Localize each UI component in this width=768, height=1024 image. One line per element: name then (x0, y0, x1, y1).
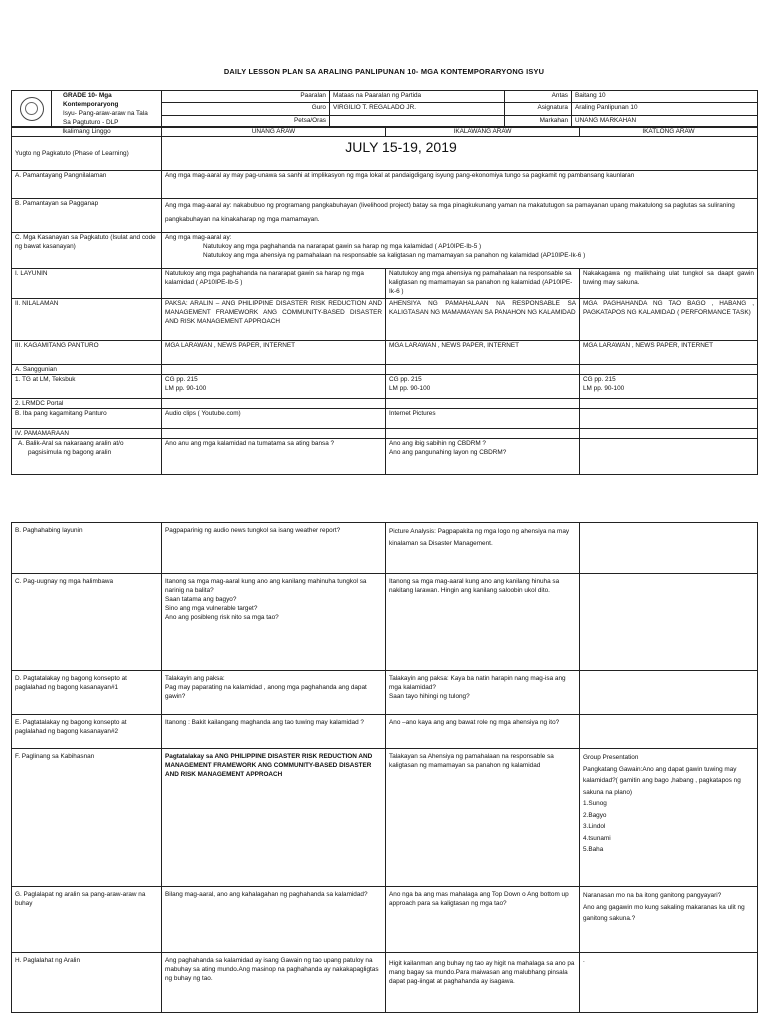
lesson-table-2 (11, 522, 758, 1013)
header-table (11, 90, 758, 128)
grade-info (52, 91, 162, 128)
lrmdc-label: 2. LRMDC Portal (12, 399, 162, 409)
day2-header: IKALAWANG ARAW (386, 127, 580, 137)
iba-day3 (580, 409, 758, 429)
pagtatalakay-1-day1 (162, 671, 386, 715)
pag-uugnay-day3 (580, 574, 758, 671)
paglinang-day3-item: 5.Baha (583, 846, 604, 853)
tg-day3-cg: CG pp. 215 (583, 376, 616, 383)
sanggunian-day2 (386, 365, 580, 375)
balik-aral-day1: Ano anu ang mga kalamidad na tumatama sa ating bansa ? (162, 439, 386, 475)
kagamitan-day2: MGA LARAWAN , NEWS PAPER, INTERNET (386, 341, 580, 365)
deped-seal-icon (20, 97, 44, 121)
paaralan-label: Paaralan (162, 91, 330, 103)
pagtatalakay-1-label: D. Pagtatalakay ng bagong konsepto at paglalahad ng bagong kasanayan#1 (12, 671, 162, 715)
pamamaraan-day2 (386, 429, 580, 439)
lesson-date: JULY 15-19, 2019 (162, 137, 758, 171)
paglalapat-label: G. Paglalapat ng aralin sa pang-araw-araw na buhay (12, 887, 162, 953)
paghahabi-label: B. Paghahabing layunin (12, 523, 162, 574)
layunin-day3: Nakakagawa ng malikhaing ulat tungkol sa daapt gawin tuwing may sakuna. (580, 269, 758, 299)
day3-header: IKATLONG ARAW (580, 127, 758, 137)
pag-uugnay-day1-line3: Sino ang mga vulnerable target? (165, 605, 258, 612)
pagtatalakay-2-day1: Itanong : Bakit kailangang maghanda ang tao tuwing may kalamidad ? (162, 715, 386, 749)
paglinang-day3-item: 1.Sunog (583, 800, 607, 807)
tg-day2-lm: LM pp. 90-100 (389, 385, 431, 392)
lrmdc-day2 (386, 399, 580, 409)
nilalaman-label: II. NILALAMAN (12, 299, 162, 341)
week-label: Ikalimang Linggo (12, 127, 162, 137)
lrmdc-day1 (162, 399, 386, 409)
tg-day3-lm: LM pp. 90-100 (583, 385, 625, 392)
pag-uugnay-day2: Itanong sa mga mag-aaral kung ano ang kanilang hinuha sa nakitang larawan. Hingin ang kanilang saloobin ukol dito. (386, 574, 580, 671)
pag-uugnay-day1-line1: Itanong sa mga mag-aaral kung ano ang kanilang mahinuha tungkol sa narinig na balita? (165, 578, 367, 594)
paglalapat-day3-line1: Naranasan mo na ba itong ganitong pangyayari? (583, 892, 722, 899)
paglalahat-label: H. Paglalahat ng Aralin (12, 953, 162, 1013)
tg-day2 (386, 375, 580, 399)
paglalahat-day3: . (580, 953, 758, 1013)
antas-label: Antas (505, 91, 572, 103)
pag-uugnay-day1-line4: Ano ang posibleng risk nito sa mga tao? (165, 614, 279, 621)
kasanayan-line-2: Natutukoy ang mga paghahanda na nararapat gawin sa harap ng mga kalamidad ( AP10IPE-Ib-5 ) (203, 243, 482, 250)
pamamaraan-label: IV. PAMAMARAAN (12, 429, 162, 439)
markahan-label: Markahan (505, 115, 572, 127)
grade-line-3: Sa Pagtuturo - DLP (63, 119, 119, 126)
nilalaman-day3: MGA PAGHAHANDA NG TAO BAGO , HABANG , PAGKATAPOS NG KALAMIDAD ( PERFORMANCE TASK) (580, 299, 758, 341)
kasanayan-text (162, 233, 758, 269)
lrmdc-day3 (580, 399, 758, 409)
kagamitan-day1: MGA LARAWAN , NEWS PAPER, INTERNET (162, 341, 386, 365)
paglinang-day2: Talakayan sa Ahensiya ng pamahalaan na responsable sa kaligtasan ng mamamayan sa panahon ng kalamidad (386, 749, 580, 887)
paghahabi-day2: Picture Analysis: Pagpapakita ng mga logo ng ahensiya na may kinalaman sa Disaster Management. (386, 523, 580, 574)
pamamaraan-day1 (162, 429, 386, 439)
paglinang-day3-item: 2.Bagyo (583, 811, 607, 819)
sanggunian-day3 (580, 365, 758, 375)
pagtatalakay-2-day3 (580, 715, 758, 749)
pagtatalakay-1-day3 (580, 671, 758, 715)
pagtatalakay-1-day2-line2: Saan tayo hihingi ng tulong? (389, 693, 470, 700)
tg-day2-cg: CG pp. 215 (389, 376, 422, 383)
paglinang-day3-item: 4.tsunami (583, 834, 611, 842)
petsa-label: Petsa/Oras (162, 115, 330, 127)
layunin-label: I. LAYUNIN (12, 269, 162, 299)
guro-value: VIRGILIO T. REGALADO JR. (330, 103, 505, 115)
paglalapat-day2: Ano nga ba ang mas mahalaga ang Top Down o Ang bottom up approach para sa kaligtasan ng mga tao? (386, 887, 580, 953)
balik-aral-day2-line2: Ano ang pangunahing layon ng CBDRM? (389, 449, 507, 456)
asignatura-label: Asignatura (505, 103, 572, 115)
school-seal (12, 91, 52, 128)
paglinang-day3-line2: Pangkatang Gawain:Ano ang dapat gawin tuwing may kalamidad?( gamitin ang bago ,habang , pagkatapos ng sakuna na plano) (583, 765, 741, 796)
paglinang-day3-line1: Group Presentation (583, 754, 639, 761)
pagtatalakay-1-day1-line2: Pag may paparating na kalamidad , anong mga paghahanda ang dapat gawin? (165, 684, 367, 700)
balik-aral-day3 (580, 439, 758, 475)
pamantayan-pagganap-label: B. Pamantayan sa Pagganap (12, 199, 162, 233)
pagtatalakay-1-day1-line1: Talakayin ang paksa: (165, 675, 225, 682)
iba-day1: Audio clips ( Youtube.com) (162, 409, 386, 429)
balik-aral-label: A. Balik-Aral sa nakaraang aralin at/o pagsisimula ng bagong aralin (12, 439, 162, 475)
balik-aral-day2-line1: Ano ang ibig sabihin ng CBDRM ? (389, 440, 486, 447)
paglalapat-day3-line2: Ano ang gagawin mo kung sakaling makaranas ka ulit ng ganitong sakuna.? (583, 903, 745, 922)
paaralan-value: Mataas na Paaralan ng Partida (330, 91, 505, 103)
yugto-label: Yugto ng Pagkatuto (Phase of Learning) (12, 137, 162, 171)
iba-day2: Internet Pictures (386, 409, 580, 429)
tg-day1 (162, 375, 386, 399)
paglalapat-day3 (580, 887, 758, 953)
pagtatalakay-2-day2: Ano –ano kaya ang ang bawat role ng mga ahensiya ng ito? (386, 715, 580, 749)
pamantayang-pangnilalaman-label: A. Pamantayang Pangnilalaman (12, 171, 162, 199)
pamantayang-pangnilalaman-text: Ang mga mag-aaral ay may pag-unawa sa sanhi at implikasyon ng mga lokal at pandaigdigang isyung pang-ekonomiya tungo sa pagkamit ng pambansang kaunlaran (162, 171, 758, 199)
paglalahat-day1: Ang paghahanda sa kalamidad ay isang Gawain ng tao upang patuloy na mabuhay sa ating mundo.Ang masinop na paghahanda ay nakakapagligtas ng buhay ng tao. (162, 953, 386, 1013)
paglinang-label: F. Paglinang sa Kabihasnan (12, 749, 162, 887)
pagtatalakay-2-label: E. Pagtatalakay ng bagong konsepto at paglalahad ng bagong kasanayan#2 (12, 715, 162, 749)
paglinang-day3-item: 3.Lindol (583, 823, 606, 830)
markahan-value: UNANG MARKAHAN (572, 115, 758, 127)
kasanayan-line-1: Ang mga mag-aaral ay: (165, 234, 232, 241)
nilalaman-day2: AHENSIYA NG PAMAHALAAN NA RESPONSABLE SA KALIGTASAN NG MAMAMAYAN SA PANAHON NG KALAMIDAD (386, 299, 580, 341)
iba-label: B. Iba pang kagamitang Panturo (12, 409, 162, 429)
document-title: DAILY LESSON PLAN SA ARALING PANLIPUNAN 10- MGA KONTEMPORARYONG ISYU (223, 67, 545, 76)
lesson-table-1 (11, 126, 758, 475)
tg-day1-cg: CG pp. 215 (165, 376, 198, 383)
pagtatalakay-1-day2-line1: Talakayin ang paksa: Kaya ba natin harapin nang mag-isa ang mga kalamidad? (389, 675, 566, 691)
kasanayan-line-3: Natutukoy ang mga ahensiya ng pamahalaan na responsable sa kaligtasan ng mamamayan sa panahon ng kalamidad (AP10IPE-Ik-6 ) (203, 252, 586, 259)
tg-day1-lm: LM pp. 90-100 (165, 385, 207, 392)
paglinang-day1: Pagtatalakay sa ANG PHILIPPINE DISASTER RISK REDUCTION AND MANAGEMENT FRAMEWORK ANG COMMUNITY-BASED DISASTER AND RISK MANAGEMENT APPROACH (162, 749, 386, 887)
pag-uugnay-day1-line2: Saan tatama ang bagyo? (165, 596, 237, 603)
pamantayan-pagganap-text: Ang mga mag-aaral ay: nakabubuo ng programang pangkabuhayan (livelihood project) batay sa mga pinagkukunang yaman na makatutugon sa pamayanan upang makatulong sa paglutas sa suliraning pangkabuhayan na kinakaharap ng mga mamamayan. (162, 199, 758, 233)
paghahabi-day1: Pagpaparinig ng audio news tungkol sa isang weather report? (162, 523, 386, 574)
antas-value: Baitang 10 (572, 91, 758, 103)
paglinang-day3 (580, 749, 758, 887)
layunin-day2: Natutukoy ang mga ahensiya ng pamahalaan na responsable sa kaligtasan ng mamamayan sa panahon ng kalamidad (AP10IPE-Ik-6 ) (386, 269, 580, 299)
paghahabi-day3 (580, 523, 758, 574)
asignatura-value: Araling Panlipunan 10 (572, 103, 758, 115)
kagamitan-label: III. KAGAMITANG PANTURO (12, 341, 162, 365)
pag-uugnay-day1 (162, 574, 386, 671)
kagamitan-day3: MGA LARAWAN , NEWS PAPER, INTERNET (580, 341, 758, 365)
sanggunian-label: A. Sanggunian (12, 365, 162, 375)
kasanayan-label: C. Mga Kasanayan sa Pagkatuto (Isulat and code ng bawat kasanayan) (12, 233, 162, 269)
grade-line-1: GRADE 10- Mga Kontemporaryong (63, 92, 119, 108)
layunin-day1: Natutukoy ang mga paghahanda na nararapat gawin sa harap ng mga kalamidad ( AP10IPE-Ib-5 ) (162, 269, 386, 299)
paglalahat-day2: Higit kailanman ang buhay ng tao ay higit na mahalaga sa ano pa mang bagay sa mundo.Para maiwasan ang malubhang pinsala dapat pag-iingat at paghahanda ay isagawa. (386, 953, 580, 1013)
tg-day3 (580, 375, 758, 399)
pag-uugnay-label: C. Pag-uugnay ng mga halimbawa (12, 574, 162, 671)
balik-aral-day2 (386, 439, 580, 475)
tg-label: 1. TG at LM, Teksbuk (12, 375, 162, 399)
grade-line-2: Isyu- Pang-araw-araw na Tala (63, 110, 148, 117)
guro-label: Guro (162, 103, 330, 115)
pamamaraan-day3 (580, 429, 758, 439)
paglalapat-day1: Bilang mag-aaral, ano ang kahalagahan ng paghahanda sa kalamidad? (162, 887, 386, 953)
pagtatalakay-1-day2 (386, 671, 580, 715)
sanggunian-day1 (162, 365, 386, 375)
nilalaman-day1: PAKSA: ARALIN – ANG PHILIPPINE DISASTER RISK REDUCTION AND MANAGEMENT FRAMEWORK ANG COMMUNITY-BASED DISASTER AND RISK MANAGEMENT APPROACH (162, 299, 386, 341)
day1-header: UNANG ARAW (162, 127, 386, 137)
